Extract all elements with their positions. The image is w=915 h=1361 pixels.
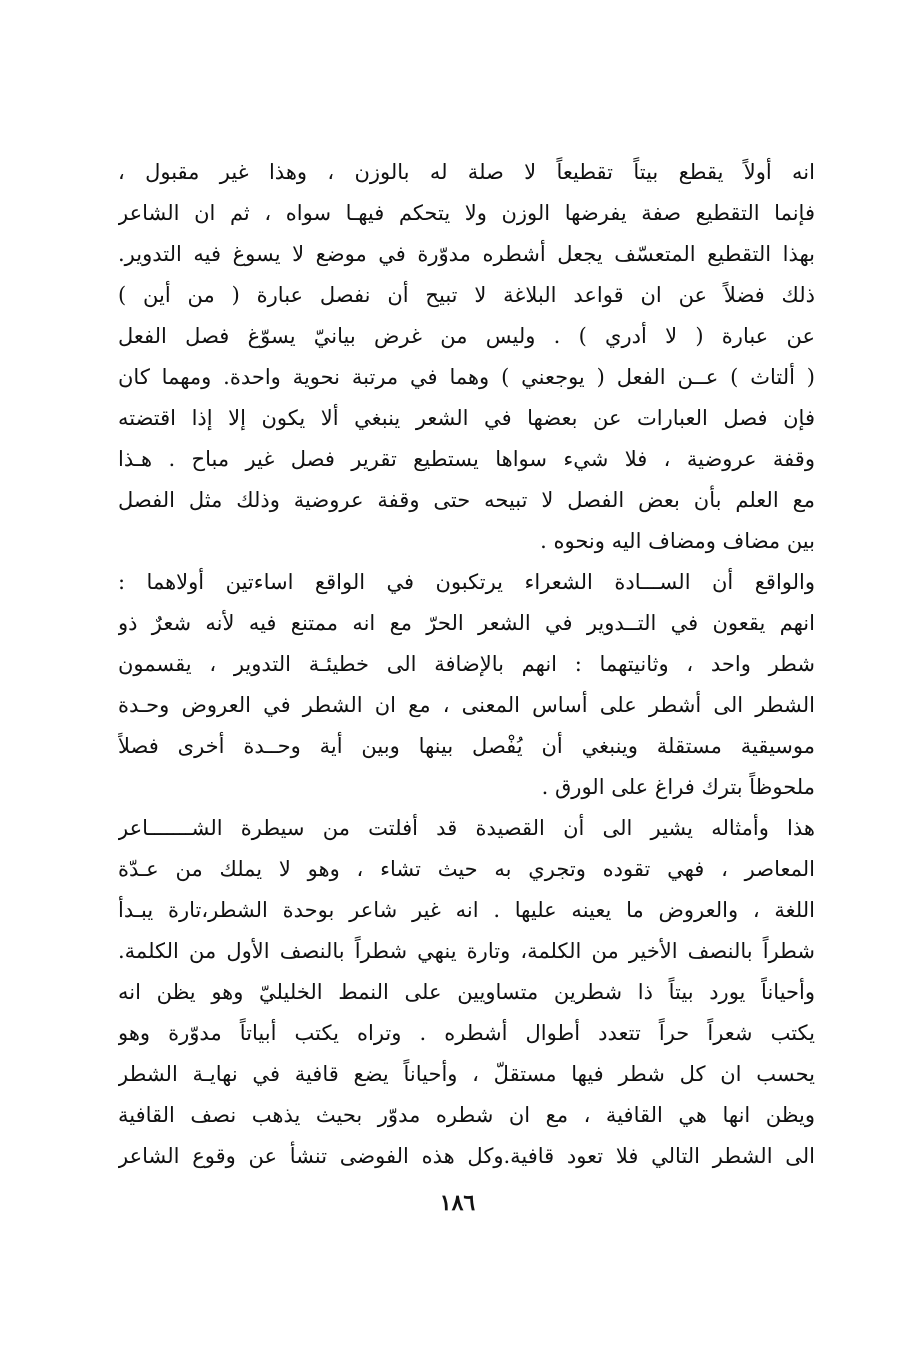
text-line: عن عبارة ( لا أدري ) . وليس من غرض بيانيّ يسوّغ فصل الفعل [118, 324, 815, 348]
text-line: انهم يقعون في التــدوير في الشعر الحرّ مع انه ممتنع فيه لأنه شعرٌ ذو [118, 611, 815, 635]
paragraph-1 [118, 152, 815, 562]
text-line: فإنما التقطيع صفة يفرضها الوزن ولا يتحكم فيهـا سواه ، ثم ان الشاعر [118, 201, 815, 225]
text-line: هذا وأمثاله يشير الى أن القصيدة قد أفلتت من سيطرة الشـــــــاعر [118, 816, 815, 840]
text-line: الشطر الى أشطر على أساس المعنى ، مع ان الشطر في العروض وحـدة [118, 693, 815, 717]
text-line: يحسب ان كل شطر فيها مستقلّ ، وأحياناً يضع قافية في نهايـة الشطر [118, 1062, 815, 1086]
text-line: فإن فصل العبارات عن بعضها في الشعر ينبغي ألا يكون إلا إذا اقتضته [118, 406, 815, 430]
text-line: وقفة عروضية ، فلا شيء سواها يستطيع تقرير فصل غير مباح . هـذا [118, 447, 815, 471]
text-line: ذلك فضلاً عن ان قواعد البلاغة لا تبيح أن نفصل عبارة ( من أين ) [118, 283, 815, 307]
body-text [118, 152, 815, 1177]
text-line: والواقع أن الســـادة الشعراء يرتكبون في الواقع اساءتين أولاهما : [118, 570, 815, 594]
page-number: ١٨٦ [439, 1190, 476, 1216]
text-line: المعاصر ، فهي تقوده وتجري به حيث تشاء ، وهو لا يملك من عـدّة [118, 857, 815, 881]
text-line: اللغة ، والعروض ما يعينه عليها . انه غير شاعر بوحدة الشطر،تارة يبـدأ [118, 898, 815, 922]
text-line: الى الشطر التالي فلا تعود قافية.وكل هذه الفوضى تنشأ عن وقوع الشاعر [118, 1144, 815, 1168]
paragraph-3 [118, 808, 815, 1177]
text-line: شطراً بالنصف الأخير من الكلمة، وتارة ينهي شطراً بالنصف الأول من الكلمة. [118, 939, 815, 963]
text-line: ( ألتاث ) عــن الفعل ( يوجعني ) وهما في مرتبة نحوية واحدة. ومهما كان [118, 365, 815, 389]
text-line: انه أولاً يقطع بيتاً تقطيعاً لا صلة له بالوزن ، وهذا غير مقبول ، [118, 160, 815, 184]
paragraph-2 [118, 562, 815, 808]
text-line: موسيقية مستقلة وينبغي أن يُفْصل بينها وبين أية وحــدة أخرى فصلاً [118, 734, 815, 758]
text-line: بين مضاف ومضاف اليه ونحوه . [540, 529, 815, 553]
text-line: ويظن انها هي القافية ، مع ان شطره مدوّر بحيث يذهب نصف القافية [118, 1103, 815, 1127]
text-line: مع العلم بأن بعض الفصل لا تبيحه حتى وقفة عروضية وذلك مثل الفصل [118, 488, 815, 512]
text-line: ملحوظاً بترك فراغ على الورق . [541, 775, 815, 799]
text-line: بهذا التقطيع المتعسّف يجعل أشطره مدوّرة في موضع لا يسوغ فيه التدوير. [118, 242, 815, 266]
text-line: يكتب شعراً حراً تتعدد أطوال أشطره . وتراه يكتب أبياتاً مدوّرة وهو [118, 1021, 815, 1045]
text-line: وأحياناً يورد بيتاً ذا شطرين متساويين على النمط الخليليّ وهو يظن انه [118, 980, 815, 1004]
text-line: شطر واحد ، وثانيتهما : انهم بالإضافة الى خطيئـة التدوير ، يقسمون [118, 652, 815, 676]
